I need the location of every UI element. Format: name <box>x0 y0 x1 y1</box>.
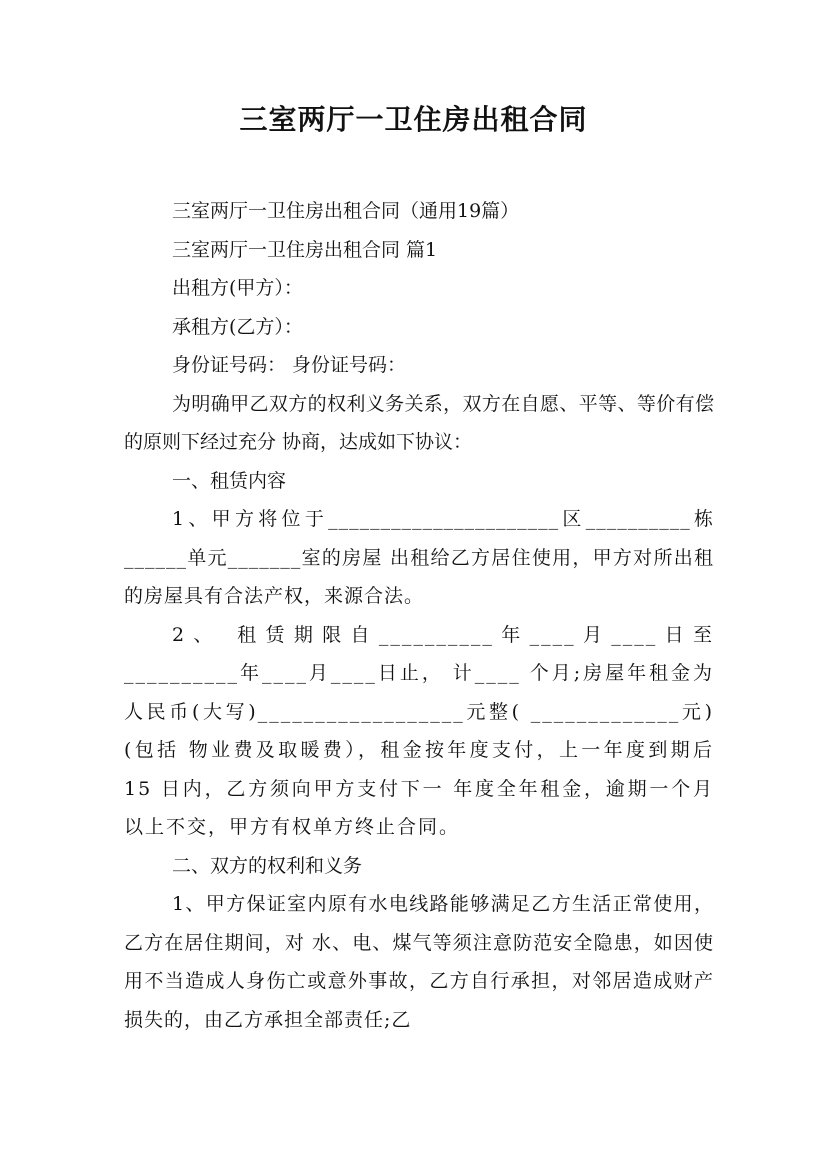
paragraph-lessor: 出租方(甲方）： <box>172 277 303 299</box>
paragraph-id-numbers: 身份证号码： 身份证号码： <box>172 354 407 376</box>
paragraph-lessee: 承租方(乙方）： <box>172 315 303 338</box>
paragraph-clause-1-1: 1、甲方将位于______________________区__________栋______单元_______室的房屋 出租给乙方居住使用，甲方对所出租的房屋具有合法产权，来源合法。 <box>124 508 714 607</box>
paragraph-section-1-heading: 一、租赁内容 <box>172 469 287 492</box>
paragraph-part-heading: 三室两厅一卫住房出租合同 篇1 <box>172 238 438 261</box>
paragraph-clause-2-1: 1、甲方保证室内原有水电线路能够满足乙方生活正常使用，乙方在居住期间，对 水、电、煤气等须注意防范安全隐患，如因使用不当造成人身伤亡或意外事故，乙方自行承担，对邻居造成财产损失的，由乙方承担全部责任;乙 <box>124 893 714 1031</box>
paragraph-preamble: 为明确甲乙双方的权利义务关系，双方在自愿、平等、等价有偿的原则下经过充分 协商，达成如下协议： <box>124 392 714 453</box>
paragraph-subtitle: 三室两厅一卫住房出租合同（通用19篇） <box>172 200 520 222</box>
paragraph-clause-1-2: 2、 租赁期限自__________年____月____日至__________年____月____日止， 计____ 个月;房屋年租金为人民币(大写)__________________元整( _____________元)(包括 物业费及取暖费），租金按年度支付，上一年度到期后 15 日内，乙方须向甲方支付下一 年度全年租金，逾期一个月以上不交，甲方有权单方终止合同。 <box>124 623 714 838</box>
paragraph-section-2-heading: 二、双方的权利和义务 <box>172 854 363 877</box>
document-title: 三室两厅一卫住房出租合同 <box>239 103 588 136</box>
document-body <box>124 192 714 1039</box>
